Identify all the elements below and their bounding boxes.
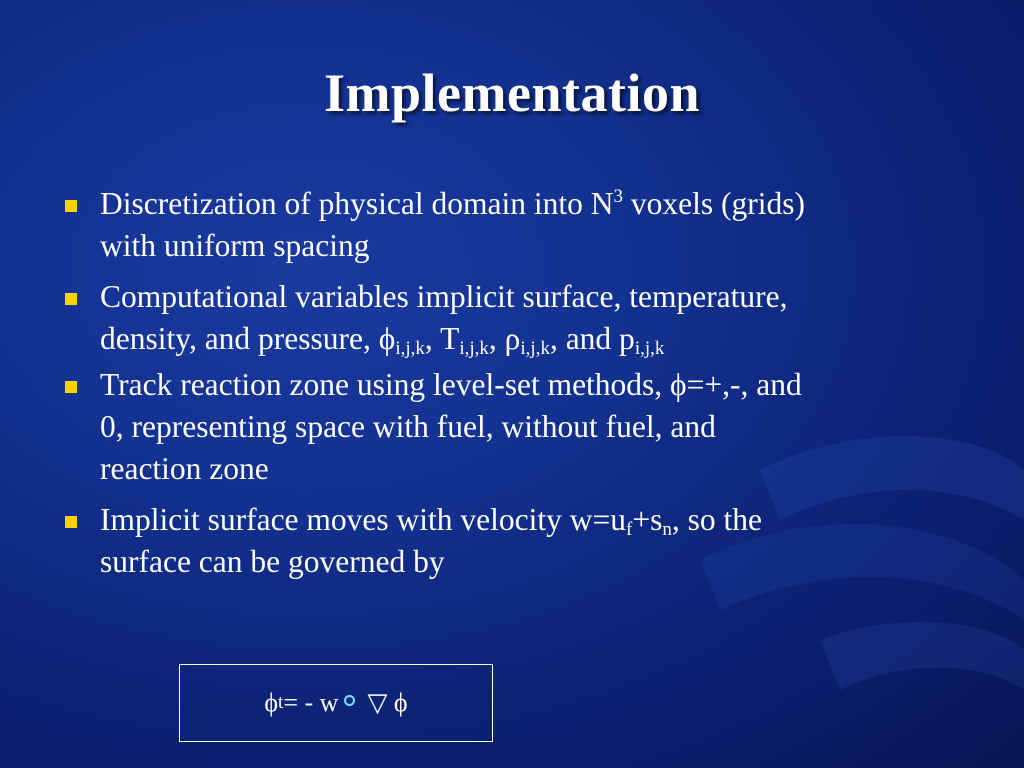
bullet-text: Discretization of physical domain into N [100,186,614,221]
subscript: i,j,k [520,338,550,359]
bullet-text: , and p [549,321,635,356]
bullet-marker-icon [65,516,77,528]
equation-gradient: ▽ ϕ [367,688,408,717]
bullet-list [60,183,820,592]
bullet-item [60,183,820,267]
superscript: 3 [613,186,624,207]
bullet-item [60,499,820,583]
bullet-text: Computational variables implicit surface, temperature, density, and pressure, ϕ [100,279,788,356]
equation-box: ϕ t = - w ▽ ϕ [179,664,493,742]
bullet-text: +s [632,502,663,537]
bullet-text: , ρ [488,321,521,356]
bullet-marker-icon [65,381,77,393]
bullet-text: Implicit surface moves with velocity w=u [100,502,627,537]
dot-product-icon [344,695,355,706]
bullet-text: Track reaction zone using level-set methods, ϕ=+,-, and 0, representing space with fuel, without fuel, and reaction zone [100,367,802,486]
subscript: i,j,k [459,338,489,359]
subscript: i,j,k [634,338,665,359]
slide-title: Implementation [324,63,700,123]
bullet-text: voxels (grids) with uniform spacing [100,186,805,263]
bullet-text: , so the surface can be governed by [100,502,762,579]
bullet-item [60,364,820,490]
bullet-item [60,276,820,360]
bullet-marker-icon [65,293,77,305]
subscript: n [662,519,672,540]
subscript: i,j,k [395,338,425,359]
bullet-marker-icon [65,200,77,212]
equation-phi: ϕ [264,688,279,717]
subscript: f [626,519,633,540]
equation-rhs: = - w [283,688,339,717]
bullet-text: , T [424,321,460,356]
